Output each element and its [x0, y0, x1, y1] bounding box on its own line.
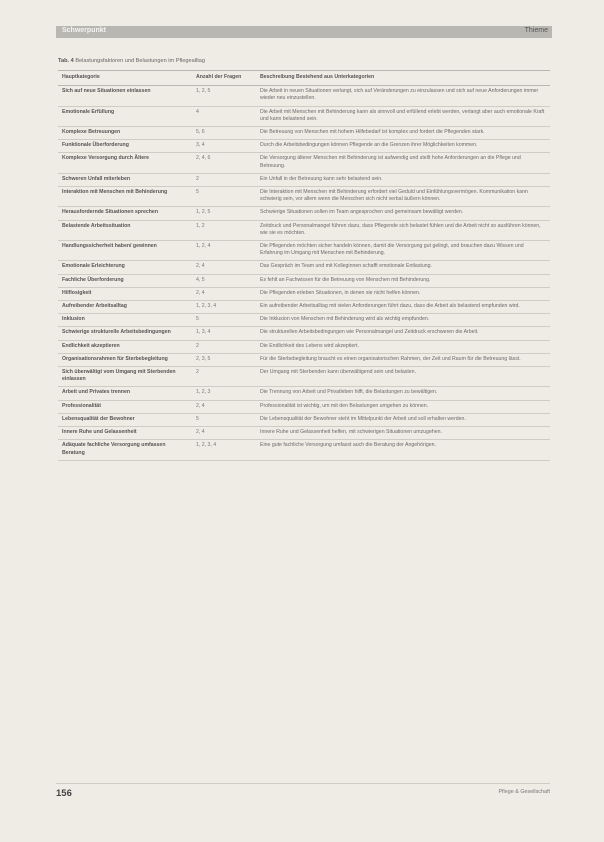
question-count-cell: 1, 2, 3, 4 [192, 301, 256, 314]
main-category-cell: Fachliche Überforderung [58, 274, 192, 287]
question-count-cell: 5 [192, 314, 256, 327]
description-cell: Die Trennung von Arbeit und Privatleben hilft, die Belastungen zu bewältigen. [256, 387, 550, 400]
question-count-cell: 2 [192, 340, 256, 353]
table-caption-text: Belastungsfaktoren und Belastungen im Pflegealltag [75, 58, 205, 64]
description-cell: Die Arbeit in neuen Situationen verlangt, sich auf Veränderungen zu einzulassen und sich auf neue Anforderungen immer wieder neu einzustellen. [256, 86, 550, 106]
table-row [58, 301, 550, 314]
table-body [58, 86, 550, 461]
description-cell: Eine gute fachliche Versorgung umfasst auch die Beratung der Angehörigen. [256, 440, 550, 460]
description-cell: Zeitdruck und Personalmangel führen dazu, dass Pflegende sich belastet fühlen und die Arbeit nicht so ausführen können, wie sie es möchten. [256, 220, 550, 240]
page-number: 156 [56, 788, 72, 799]
main-category-cell: Herausfordernde Situationen sprechen [58, 207, 192, 220]
table-row [58, 207, 550, 220]
description-cell: Der Umgang mit Sterbenden kann überwältigend sein und belasten. [256, 367, 550, 387]
main-category-cell: Innere Ruhe und Gelassenheit [58, 427, 192, 440]
table-row [58, 106, 550, 126]
categories-table [58, 70, 550, 461]
question-count-cell: 5, 6 [192, 127, 256, 140]
main-category-cell: Schweren Unfall miterleben [58, 173, 192, 186]
description-cell: Die Lebensqualität der Bewohner steht im Mittelpunkt der Arbeit und soll erhalten werden. [256, 413, 550, 426]
question-count-cell: 1, 2, 5 [192, 86, 256, 106]
main-category-cell: Organisationsrahmen für Sterbebegleitung [58, 353, 192, 366]
description-cell: Die Versorgung älterer Menschen mit Behinderung ist aufwendig und stellt hohe Anforderungen an die Pflege und Betreuung. [256, 153, 550, 173]
description-cell: Die strukturellen Arbeitsbedingungen wie Personalmangel und Zeitdruck erschweren die Arbeit. [256, 327, 550, 340]
description-cell: Ein Unfall in der Betreuung kann sehr belastend sein. [256, 173, 550, 186]
description-cell: Die Pflegenden erleben Situationen, in denen sie nicht helfen können. [256, 287, 550, 300]
main-category-cell: Handlungssicherheit haben/ gewinnen [58, 241, 192, 261]
main-category-cell: Lebensqualität der Bewohner [58, 413, 192, 426]
table-caption-label: Tab. 4 [58, 58, 74, 64]
table-row [58, 287, 550, 300]
question-count-cell: 1, 3, 4 [192, 327, 256, 340]
main-category-cell: Hilflosigkeit [58, 287, 192, 300]
table-row [58, 413, 550, 426]
main-category-cell: Belastende Arbeitssituation [58, 220, 192, 240]
column-header-main-category: Hauptkategorie [58, 71, 192, 86]
table-caption [58, 58, 205, 64]
column-header-description: Beschreibung Bestehend aus Unterkategorien [256, 71, 550, 86]
question-count-cell: 2 [192, 173, 256, 186]
main-category-cell: Komplexe Betreuungen [58, 127, 192, 140]
page-footer [56, 783, 550, 802]
table-row [58, 427, 550, 440]
question-count-cell: 2, 4 [192, 400, 256, 413]
table-row [58, 127, 550, 140]
main-category-cell: Endlichkeit akzeptieren [58, 340, 192, 353]
question-count-cell: 1, 2, 4 [192, 241, 256, 261]
main-category-cell: Inklusion [58, 314, 192, 327]
question-count-cell: 1, 2, 3, 4 [192, 440, 256, 460]
question-count-cell: 4, 5 [192, 274, 256, 287]
question-count-cell: 1, 2 [192, 220, 256, 240]
main-category-cell: Emotionale Erfüllung [58, 106, 192, 126]
main-category-cell: Arbeit und Privates trennen [58, 387, 192, 400]
question-count-cell: 2, 4, 6 [192, 153, 256, 173]
description-cell: Schwierige Situationen sollen im Team angesprochen und gemeinsam bewältigt werden. [256, 207, 550, 220]
description-cell: Die Betreuung von Menschen mit hohem Hilfebedarf ist komplex und fordert die Pflegenden stark. [256, 127, 550, 140]
table-header-row [58, 71, 550, 86]
table-row [58, 187, 550, 207]
section-label: Schwerpunkt [62, 27, 106, 34]
table-row [58, 220, 550, 240]
description-cell: Durch die Arbeitsbedingungen können Pflegende an die Grenzen ihrer Möglichkeiten kommen. [256, 140, 550, 153]
main-category-cell: Komplexe Versorgung durch Ältere [58, 153, 192, 173]
description-cell: Die Inklusion von Menschen mit Behinderung wird als wichtig empfunden. [256, 314, 550, 327]
main-category-cell: Emotionale Erleichterung [58, 261, 192, 274]
question-count-cell: 2 [192, 367, 256, 387]
main-category-cell: Professionalität [58, 400, 192, 413]
description-cell: Die Endlichkeit des Lebens wird akzeptiert. [256, 340, 550, 353]
description-cell: Das Gespräch im Team und mit Kolleginnen schafft emotionale Entlastung. [256, 261, 550, 274]
table-row [58, 314, 550, 327]
description-cell: Professionalität ist wichtig, um mit den Belastungen umgehen zu können. [256, 400, 550, 413]
question-count-cell: 1, 2, 3 [192, 387, 256, 400]
question-count-cell: 5 [192, 187, 256, 207]
table-row [58, 241, 550, 261]
main-category-cell: Aufreibender Arbeitsalltag [58, 301, 192, 314]
description-cell: Ein aufreibender Arbeitsalltag mit vielen Anforderungen führt dazu, dass die Arbeit als belastend empfunden wird. [256, 301, 550, 314]
question-count-cell: 3, 4 [192, 140, 256, 153]
description-cell: Innere Ruhe und Gelassenheit helfen, mit schwierigen Situationen umzugehen. [256, 427, 550, 440]
main-category-cell: Adäquate fachliche Versorgung umfassen Beratung [58, 440, 192, 460]
table-row [58, 440, 550, 460]
main-category-cell: Funktionale Überforderung [58, 140, 192, 153]
question-count-cell: 1, 2, 5 [192, 207, 256, 220]
question-count-cell: 2, 4 [192, 261, 256, 274]
description-cell: Die Interaktion mit Menschen mit Behinderung erfordert viel Geduld und Einfühlungsvermögen. Kommunikation kann schwierig sein, vor allem wenn die Menschen sich nicht verbal äußern können. [256, 187, 550, 207]
question-count-cell: 2, 4 [192, 287, 256, 300]
table-row [58, 327, 550, 340]
description-cell: Für die Sterbebegleitung braucht es einen organisatorischen Rahmen, der Zeit und Raum für die Betreuung lässt. [256, 353, 550, 366]
main-category-cell: Sich überwältigt vom Umgang mit Sterbenden einlassen [58, 367, 192, 387]
table-row [58, 387, 550, 400]
main-category-cell: Interaktion mit Menschen mit Behinderung [58, 187, 192, 207]
running-header-bar [56, 26, 552, 38]
description-cell: Es fehlt an Fachwissen für die Betreuung von Menschen mit Behinderung. [256, 274, 550, 287]
table-row [58, 274, 550, 287]
main-category-cell: Sich auf neue Situationen einlassen [58, 86, 192, 106]
table-row [58, 367, 550, 387]
table-row [58, 353, 550, 366]
table-row [58, 173, 550, 186]
column-header-question-count: Anzahl der Fragen [192, 71, 256, 86]
description-cell: Die Pflegenden möchten sicher handeln können, damit die Versorgung gut gelingt, und brauchen dazu Wissen und Erfahrung im Umgang mit Menschen mit Behinderung. [256, 241, 550, 261]
table-row [58, 261, 550, 274]
description-cell: Die Arbeit mit Menschen mit Behinderung kann als sinnvoll und erfüllend erlebt werden, verlangt aber auch emotionale Kraft und kann belastend sein. [256, 106, 550, 126]
question-count-cell: 4 [192, 106, 256, 126]
table-row [58, 340, 550, 353]
question-count-cell: 5 [192, 413, 256, 426]
main-category-cell: Schwierige strukturelle Arbeitsbedingungen [58, 327, 192, 340]
question-count-cell: 2, 4 [192, 427, 256, 440]
publisher-label: Thieme [524, 27, 548, 34]
question-count-cell: 2, 3, 5 [192, 353, 256, 366]
table-row [58, 86, 550, 106]
table-row [58, 153, 550, 173]
journal-citation: Pflege & Gesellschaft [498, 789, 550, 795]
table-row [58, 400, 550, 413]
table-row [58, 140, 550, 153]
